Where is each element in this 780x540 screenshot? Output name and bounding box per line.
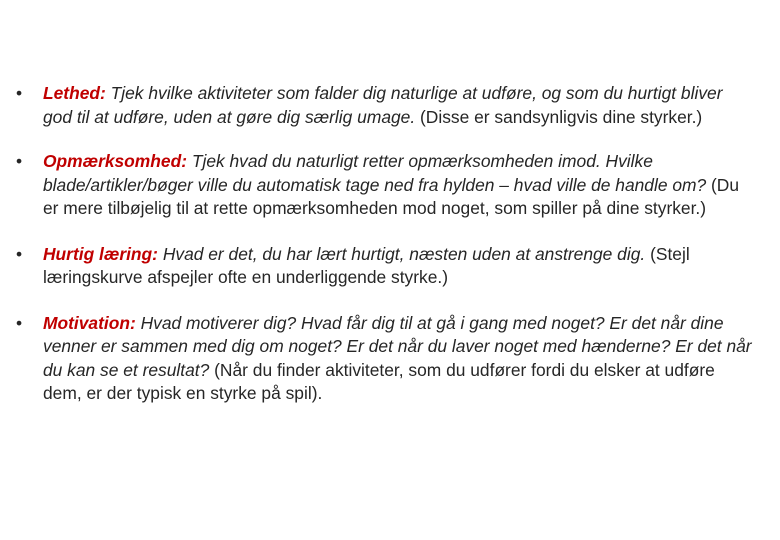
term-lethed: Lethed: (43, 83, 106, 103)
question-text: Hvad er det, du har lært hurtigt, næsten uden at anstrenge dig. (162, 243, 646, 264)
question-text: Tjek hvad du naturligt retter opmærksomheden imod. Hvilke blade/artikler/bøger ville du automatisk tage ned fra hylden – hvad ville de handle om? (43, 151, 707, 195)
question-text: Hvad motiverer dig? Hvad får dig til at gå i gang med noget? Er det når dine venner er sammen med dig om noget? Er det når du laver noget med hænderne? Er det når du kan se et resultat? (43, 312, 752, 380)
note-text: (Disse er sandsynligvis dine styrker.) (420, 106, 703, 127)
bullet-marker: • (16, 312, 23, 333)
bullet-motivation (12, 312, 752, 406)
bullet-hurtig-laering (12, 243, 752, 290)
note-text: (Stejl læringskurve afspejler ofte en underliggende styrke.) (43, 243, 690, 287)
note-text: (Du er mere tilbøjelig til at rette opmærksomheden mod noget, som spiller på dine styrker.) (43, 174, 740, 218)
bullet-lethed (12, 82, 752, 129)
bullet-marker: • (16, 243, 23, 264)
term-hurtig-laering: Hurtig læring: (43, 243, 158, 264)
term-motivation: Motivation: (43, 312, 136, 333)
strengths-bullet-list (12, 82, 752, 427)
bullet-opmaerksomhed (12, 150, 752, 221)
question-text: Tjek hvilke aktiviteter som falder dig naturlige at udføre, og som du hurtigt bliver god til at udføre, uden at gøre dig særlig umage. (43, 83, 723, 127)
term-opmaerksomhed: Opmærksomhed: (43, 151, 187, 171)
bullet-marker: • (16, 83, 23, 103)
bullet-marker: • (16, 151, 23, 171)
note-text: (Når du finder aktiviteter, som du udfører fordi du elsker at udføre dem, er der typisk en styrke på spil). (43, 359, 715, 403)
